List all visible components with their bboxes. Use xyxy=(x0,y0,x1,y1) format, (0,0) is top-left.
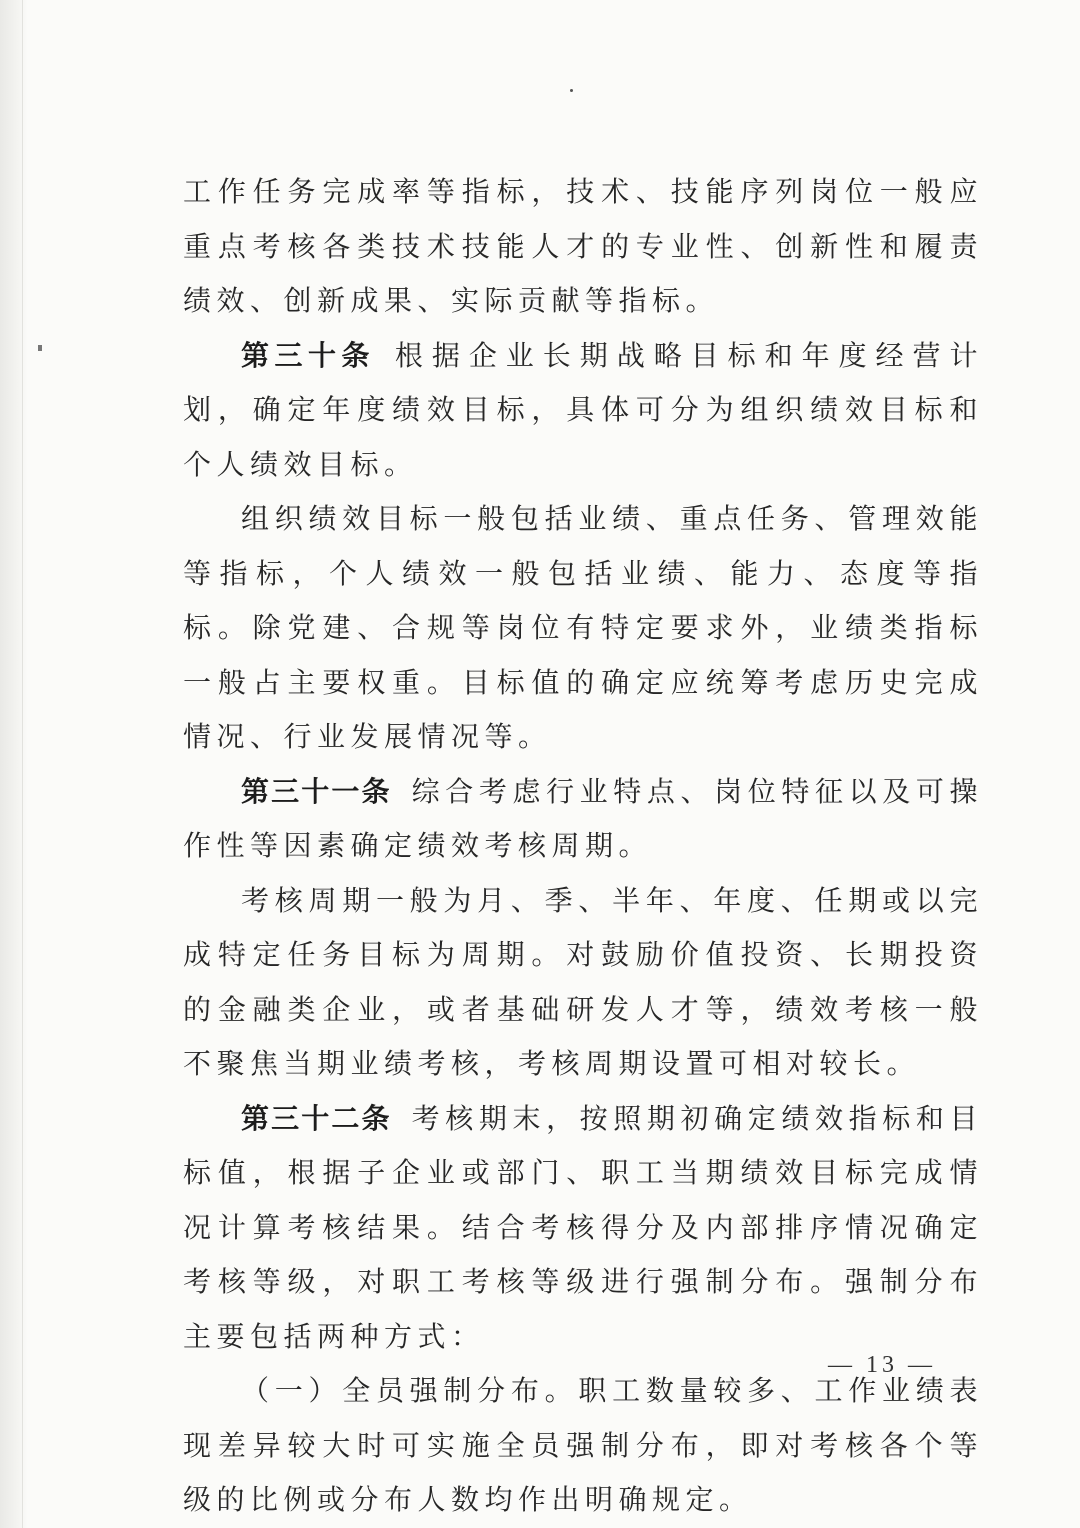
scan-speck xyxy=(570,89,573,92)
document-body xyxy=(183,165,983,1528)
article-heading: 第三十一条 xyxy=(241,774,392,808)
paragraph-text: 根据企业长期战略目标和年度经营计划，确定年度绩效目标，具体可分为组织绩效目标和个人绩效目标。 xyxy=(183,338,983,481)
paragraph-text: 综合考虑行业特点、岗位特征以及可操作性等因素确定绩效考核周期。 xyxy=(183,774,983,862)
page-number: — 13 — xyxy=(828,1352,936,1378)
paragraph-text: 工作任务完成率等指标，技术、技能序列岗位一般应重点考核各类技术技能人才的专业性、创新性和履责绩效、创新成果、实际贡献等指标。 xyxy=(183,175,983,317)
paragraph-text: 考核期末，按照期初确定绩效指标和目标值，根据子企业或部门、职工当期绩效目标完成情况计算考核结果。结合考核得分及内部排序情况确定考核等级，对职工考核等级进行强制分布。强制分布主要包括两种方式： xyxy=(183,1101,983,1353)
article-heading: 第三十二条 xyxy=(241,1101,392,1135)
margin-mark xyxy=(38,345,42,351)
list-item-paragraph xyxy=(183,1364,983,1528)
paragraph-continuation xyxy=(183,165,983,329)
paragraph-text: （一）全员强制分布。职工数量较多、工作业绩表现差异较大时可实施全员强制分布，即对考核各个等级的比例或分布人数均作出明确规定。 xyxy=(183,1374,983,1516)
paragraph-text: 考核周期一般为月、季、半年、年度、任期或以完成特定任务目标为周期。对鼓励价值投资、长期投资的金融类企业，或者基础研发人才等，绩效考核一般不聚焦当期业绩考核，考核周期设置可相对较长。 xyxy=(183,883,983,1080)
article-30-paragraph xyxy=(183,329,983,493)
paragraph xyxy=(183,492,983,765)
article-31-paragraph xyxy=(183,765,983,874)
binding-edge xyxy=(0,0,28,1528)
paragraph-text: 组织绩效目标一般包括业绩、重点任务、管理效能等指标，个人绩效一般包括业绩、能力、态度等指标。除党建、合规等岗位有特定要求外，业绩类指标一般占主要权重。目标值的确定应统筹考虑历史完成情况、行业发展情况等。 xyxy=(183,502,983,753)
paragraph xyxy=(183,874,983,1092)
article-heading: 第三十条 xyxy=(241,338,375,372)
article-32-paragraph xyxy=(183,1092,983,1365)
binding-line xyxy=(22,0,23,1528)
